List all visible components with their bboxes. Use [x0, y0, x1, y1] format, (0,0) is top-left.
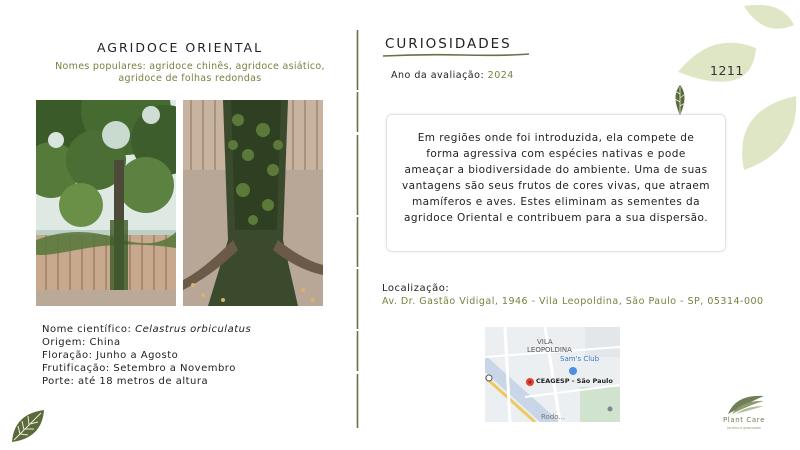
- map-road: Rodo...: [541, 413, 566, 421]
- scientific-name: Celastrus orbiculatus: [135, 324, 252, 335]
- decorative-leaves: [672, 0, 800, 180]
- year-value: 2024: [487, 70, 514, 81]
- map-poi-club: Sam's Club: [560, 355, 600, 363]
- vine-trunk-photo: [183, 100, 323, 306]
- leaf-icon: [10, 408, 46, 444]
- map-poi-main: CEAGESP - São Paulo: [536, 377, 613, 385]
- popular-names: Nomes populares: agridoce chinês, agridoce asiático, agridoce de folhas redondas: [55, 61, 325, 84]
- location-address: Av. Dr. Gastão Vidigal, 1946 - Vila Leopoldina, São Paulo - SP, 05314-000: [382, 296, 764, 307]
- column-divider: [356, 30, 359, 428]
- location-map[interactable]: [485, 327, 620, 422]
- origin: Origem: China: [42, 337, 121, 348]
- map-district: VILA: [537, 338, 553, 346]
- plant-title: AGRIDOCE ORIENTAL: [96, 40, 264, 55]
- map-district-2: LEOPOLDINA: [527, 346, 572, 354]
- year-label: Ano da avaliação:: [391, 70, 488, 81]
- curiosities-heading: CURIOSIDADES: [385, 36, 512, 52]
- brand-name: Plant Care: [722, 416, 766, 424]
- curiosity-text: Em regiões onde foi introduzida, ela compete de forma agressiva com espécies nativas e pode ameaçar a biodiversidade do ambiente. Uma de suas vantagens são seus frutos de cores vivas, que atraem mamíferos e aves. Estes eliminam as sementes da agridoce Oriental e contribuem para a sua dispersão.: [402, 132, 710, 224]
- heading-underline: [383, 52, 529, 58]
- brand-tagline: jardins e gramados: [727, 426, 761, 430]
- flowering: Floração: Junho a Agosto: [42, 350, 179, 361]
- evaluation-year: [391, 70, 514, 81]
- brand-logo-icon: [726, 392, 766, 416]
- size: Porte: até 18 metros de altura: [42, 376, 209, 387]
- tree-canopy-photo: [36, 100, 176, 306]
- small-leaf-icon: [671, 84, 689, 116]
- scientific-name-line: [42, 323, 251, 336]
- plant-facts: [42, 323, 251, 388]
- scientific-label: Nome científico:: [42, 324, 136, 335]
- badge-number: 1211: [710, 63, 744, 78]
- fruiting: Frutificação: Setembro a Novembro: [42, 363, 236, 374]
- location-label: Localização:: [382, 283, 450, 294]
